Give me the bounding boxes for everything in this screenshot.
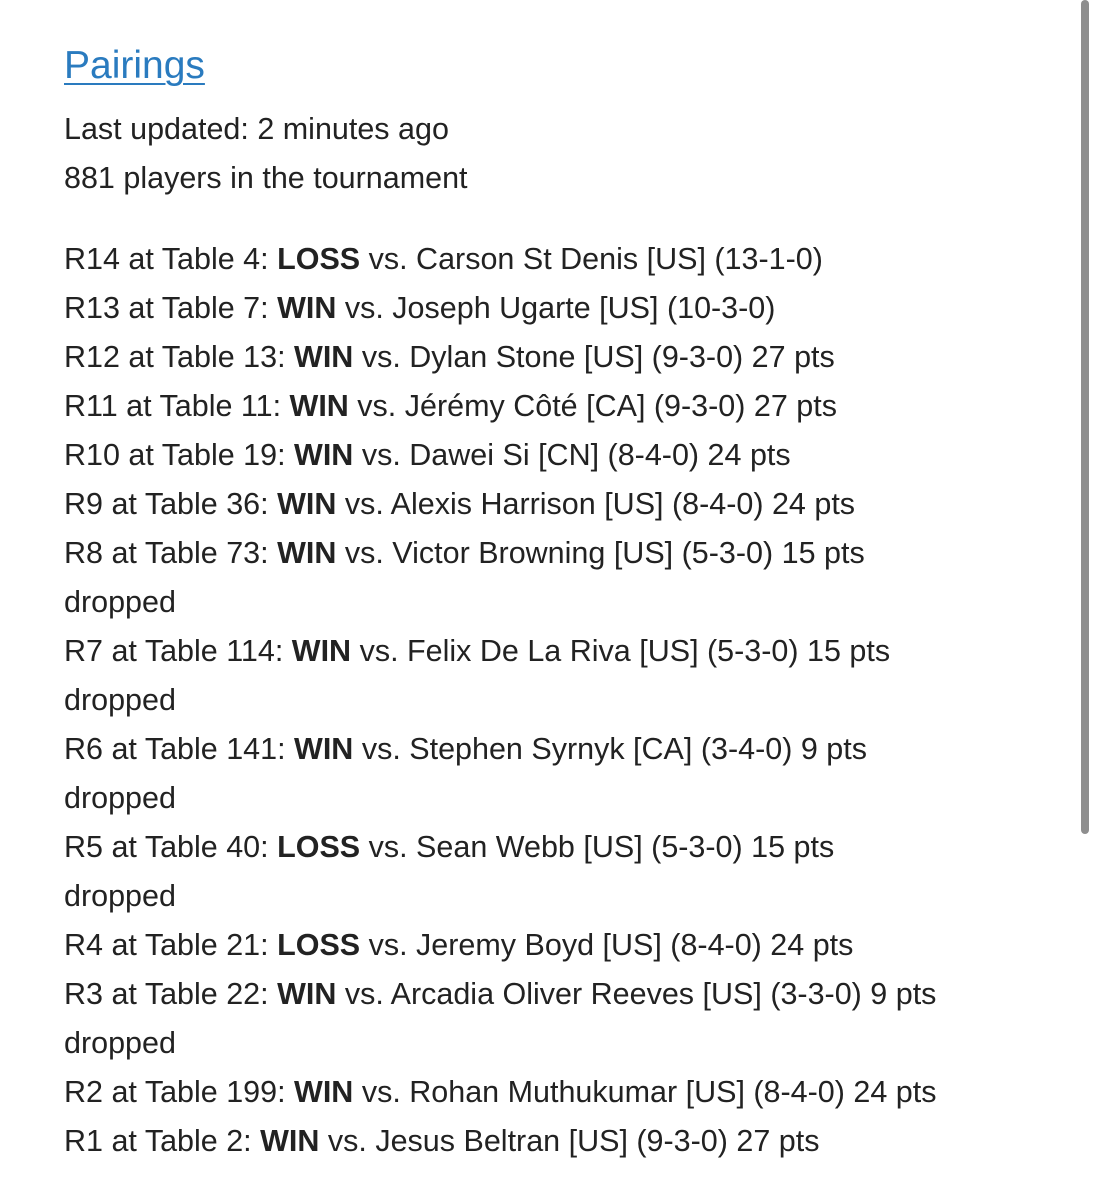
match-result: WIN (277, 487, 337, 521)
round-result-item (64, 431, 1054, 480)
round-result-item (64, 529, 1054, 627)
round-result-item (64, 235, 1054, 284)
round-result-item (64, 1068, 1054, 1117)
round-result-item (64, 480, 1054, 529)
dropped-note: dropped (64, 1026, 176, 1060)
opponent-info: vs. Jeremy Boyd [US] (8-4-0) 24 pts (360, 928, 854, 962)
player-count-text: 881 players in the tournament (64, 161, 468, 195)
round-result-line (64, 970, 1054, 1019)
round-result-item (64, 823, 1054, 921)
round-result-item (64, 382, 1054, 431)
pairings-panel (64, 40, 1054, 1166)
round-result-line (64, 921, 1054, 970)
round-result-item (64, 970, 1054, 1068)
match-result: WIN (294, 1075, 354, 1109)
round-table-label: R6 at Table 141: (64, 732, 295, 766)
round-table-label: R4 at Table 21: (64, 928, 278, 962)
opponent-info: vs. Alexis Harrison [US] (8-4-0) 24 pts (336, 487, 856, 521)
opponent-info: vs. Dylan Stone [US] (9-3-0) 27 pts (353, 340, 835, 374)
opponent-info: vs. Jérémy Côté [CA] (9-3-0) 27 pts (348, 389, 837, 423)
round-results-list (64, 235, 1054, 1166)
round-result-item (64, 627, 1054, 725)
scrollbar[interactable] (1081, 0, 1089, 840)
dropped-note: dropped (64, 683, 176, 717)
round-result-item (64, 921, 1054, 970)
match-result: WIN (294, 732, 354, 766)
opponent-info: vs. Stephen Syrnyk [CA] (3-4-0) 9 pts (353, 732, 867, 766)
match-result: WIN (277, 536, 337, 570)
round-result-line (64, 333, 1054, 382)
match-result: LOSS (277, 830, 361, 864)
round-table-label: R14 at Table 4: (64, 242, 278, 276)
round-result-line (64, 1117, 1054, 1166)
round-result-item (64, 725, 1054, 823)
round-table-label: R7 at Table 114: (64, 634, 292, 668)
round-result-item (64, 1117, 1054, 1166)
opponent-info: vs. Joseph Ugarte [US] (10-3-0) (336, 291, 776, 325)
round-table-label: R11 at Table 11: (64, 389, 290, 423)
scrollbar-thumb[interactable] (1081, 0, 1089, 834)
round-table-label: R1 at Table 2: (64, 1124, 261, 1158)
round-table-label: R8 at Table 73: (64, 536, 278, 570)
match-result: WIN (260, 1124, 320, 1158)
opponent-info: vs. Dawei Si [CN] (8-4-0) 24 pts (353, 438, 791, 472)
round-table-label: R5 at Table 40: (64, 830, 278, 864)
match-result: WIN (289, 389, 349, 423)
round-result-line (64, 235, 1054, 284)
opponent-info: vs. Carson St Denis [US] (13-1-0) (360, 242, 823, 276)
round-table-label: R2 at Table 199: (64, 1075, 295, 1109)
opponent-info: vs. Rohan Muthukumar [US] (8-4-0) 24 pts (353, 1075, 937, 1109)
match-result: LOSS (277, 242, 361, 276)
meta-info (64, 105, 1054, 203)
round-table-label: R12 at Table 13: (64, 340, 295, 374)
round-result-item (64, 284, 1054, 333)
round-result-line (64, 284, 1054, 333)
dropped-note: dropped (64, 879, 176, 913)
opponent-info: vs. Arcadia Oliver Reeves [US] (3-3-0) 9 pts (336, 977, 937, 1011)
opponent-info: vs. Jesus Beltran [US] (9-3-0) 27 pts (319, 1124, 820, 1158)
opponent-info: vs. Sean Webb [US] (5-3-0) 15 pts (360, 830, 835, 864)
round-table-label: R13 at Table 7: (64, 291, 278, 325)
round-result-line (64, 431, 1054, 480)
round-result-line (64, 480, 1054, 529)
pairings-link[interactable]: Pairings (64, 44, 205, 87)
round-result-line (64, 627, 1054, 676)
dropped-note: dropped (64, 781, 176, 815)
round-result-line (64, 529, 1054, 578)
match-result: WIN (291, 634, 352, 668)
round-table-label: R10 at Table 19: (64, 438, 295, 472)
dropped-note: dropped (64, 585, 176, 619)
opponent-info: vs. Victor Browning [US] (5-3-0) 15 pts (336, 536, 865, 570)
round-result-line (64, 725, 1054, 774)
match-result: WIN (294, 438, 354, 472)
round-result-line (64, 1068, 1054, 1117)
match-result: WIN (277, 291, 337, 325)
round-result-item (64, 333, 1054, 382)
round-result-line (64, 823, 1054, 872)
match-result: LOSS (277, 928, 361, 962)
round-table-label: R3 at Table 22: (64, 977, 278, 1011)
match-result: WIN (277, 977, 337, 1011)
match-result: WIN (294, 340, 354, 374)
last-updated-text: Last updated: 2 minutes ago (64, 112, 449, 146)
round-result-line (64, 382, 1054, 431)
opponent-info: vs. Felix De La Riva [US] (5-3-0) 15 pts (351, 634, 891, 668)
round-table-label: R9 at Table 36: (64, 487, 278, 521)
